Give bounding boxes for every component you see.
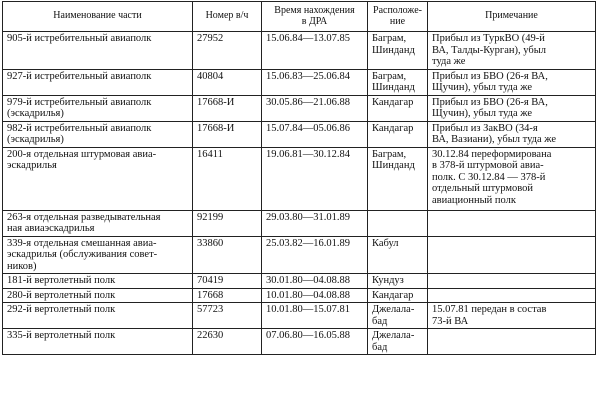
table-row: [3, 32, 596, 70]
cell-note: 15.07.81 передан в состав 73-й ВА: [428, 303, 596, 329]
header-period: Время нахождения в ДРА: [262, 2, 368, 32]
cell-note: Прибыл из БВО (26-я ВА, Щучин), убыл туда же: [428, 69, 596, 95]
cell-unit-number: 22630: [193, 329, 262, 355]
table-row: [3, 121, 596, 147]
cell-period: 30.01.80—04.08.88: [262, 274, 368, 289]
cell-unit-name: 335-й вертолетный полк: [3, 329, 193, 355]
cell-unit-name: 263-я отдельная разведывательная ная авиаэскадрилья: [3, 210, 193, 236]
cell-note: Прибыл из ТуркВО (49-й ВА, Талды-Курган), убыл туда же: [428, 32, 596, 70]
cell-note: [428, 288, 596, 303]
cell-unit-name: 982-й истребительный авиаполк (эскадрилья): [3, 121, 193, 147]
cell-unit-name: 292-й вертолетный полк: [3, 303, 193, 329]
cell-unit-number: 33860: [193, 236, 262, 274]
table-row: [3, 288, 596, 303]
cell-period: 30.05.86—21.06.88: [262, 95, 368, 121]
cell-location: Джелала- бад: [368, 303, 428, 329]
cell-location: Джелала- бад: [368, 329, 428, 355]
cell-period: 10.01.80—04.08.88: [262, 288, 368, 303]
header-unit-number: Номер в/ч: [193, 2, 262, 32]
cell-period: 25.03.82—16.01.89: [262, 236, 368, 274]
table-row: [3, 236, 596, 274]
cell-unit-number: 27952: [193, 32, 262, 70]
cell-unit-name: 181-й вертолетный полк: [3, 274, 193, 289]
cell-unit-number: 57723: [193, 303, 262, 329]
cell-period: 15.06.84—13.07.85: [262, 32, 368, 70]
document-page: [2, 1, 595, 355]
cell-unit-name: 339-я отдельная смешанная авиа- эскадрилья (обслуживания совет- ников): [3, 236, 193, 274]
cell-period: 19.06.81—30.12.84: [262, 147, 368, 210]
cell-unit-number: 92199: [193, 210, 262, 236]
cell-location: Баграм, Шинданд: [368, 69, 428, 95]
table-row: [3, 147, 596, 210]
table-row: [3, 210, 596, 236]
table-row: [3, 95, 596, 121]
cell-unit-number: 17668-И: [193, 121, 262, 147]
table-row: [3, 69, 596, 95]
cell-period: 29.03.80—31.01.89: [262, 210, 368, 236]
header-location: Расположе- ние: [368, 2, 428, 32]
cell-period: 07.06.80—16.05.88: [262, 329, 368, 355]
table-row: [3, 274, 596, 289]
cell-unit-name: 905-й истребительный авиаполк: [3, 32, 193, 70]
header-row: [3, 2, 596, 32]
cell-period: 15.07.84—05.06.86: [262, 121, 368, 147]
cell-location: Кандагар: [368, 288, 428, 303]
cell-note: [428, 210, 596, 236]
cell-location: Кундуз: [368, 274, 428, 289]
cell-unit-number: 16411: [193, 147, 262, 210]
header-unit-name: Наименование части: [3, 2, 193, 32]
cell-period: 10.01.80—15.07.81: [262, 303, 368, 329]
cell-location: Кабул: [368, 236, 428, 274]
cell-location: Кандагар: [368, 95, 428, 121]
cell-location: Кандагар: [368, 121, 428, 147]
cell-note: Прибыл из БВО (26-я ВА, Щучин), убыл туда же: [428, 95, 596, 121]
cell-note: [428, 236, 596, 274]
cell-location: Баграм, Шинданд: [368, 147, 428, 210]
cell-unit-name: 200-я отдельная штурмовая авиа- эскадрилья: [3, 147, 193, 210]
cell-note: [428, 329, 596, 355]
cell-period: 15.06.83—25.06.84: [262, 69, 368, 95]
cell-location: Баграм, Шинданд: [368, 32, 428, 70]
cell-note: 30.12.84 переформирована в 378-й штурмовой авиа- полк. С 30.12.84 — 378-й отдельный штурмовой авиационный полк: [428, 147, 596, 210]
cell-note: [428, 274, 596, 289]
table-row: [3, 329, 596, 355]
cell-unit-name: 927-й истребительный авиаполк: [3, 69, 193, 95]
cell-unit-name: 280-й вертолетный полк: [3, 288, 193, 303]
cell-unit-number: 17668-И: [193, 95, 262, 121]
cell-location: [368, 210, 428, 236]
cell-unit-name: 979-й истребительный авиаполк (эскадрилья): [3, 95, 193, 121]
table-row: [3, 303, 596, 329]
cell-note: Прибыл из ЗакВО (34-я ВА, Вазиани), убыл туда же: [428, 121, 596, 147]
units-table: [2, 1, 596, 355]
cell-unit-number: 40804: [193, 69, 262, 95]
cell-unit-number: 70419: [193, 274, 262, 289]
header-note: Примечание: [428, 2, 596, 32]
cell-unit-number: 17668: [193, 288, 262, 303]
